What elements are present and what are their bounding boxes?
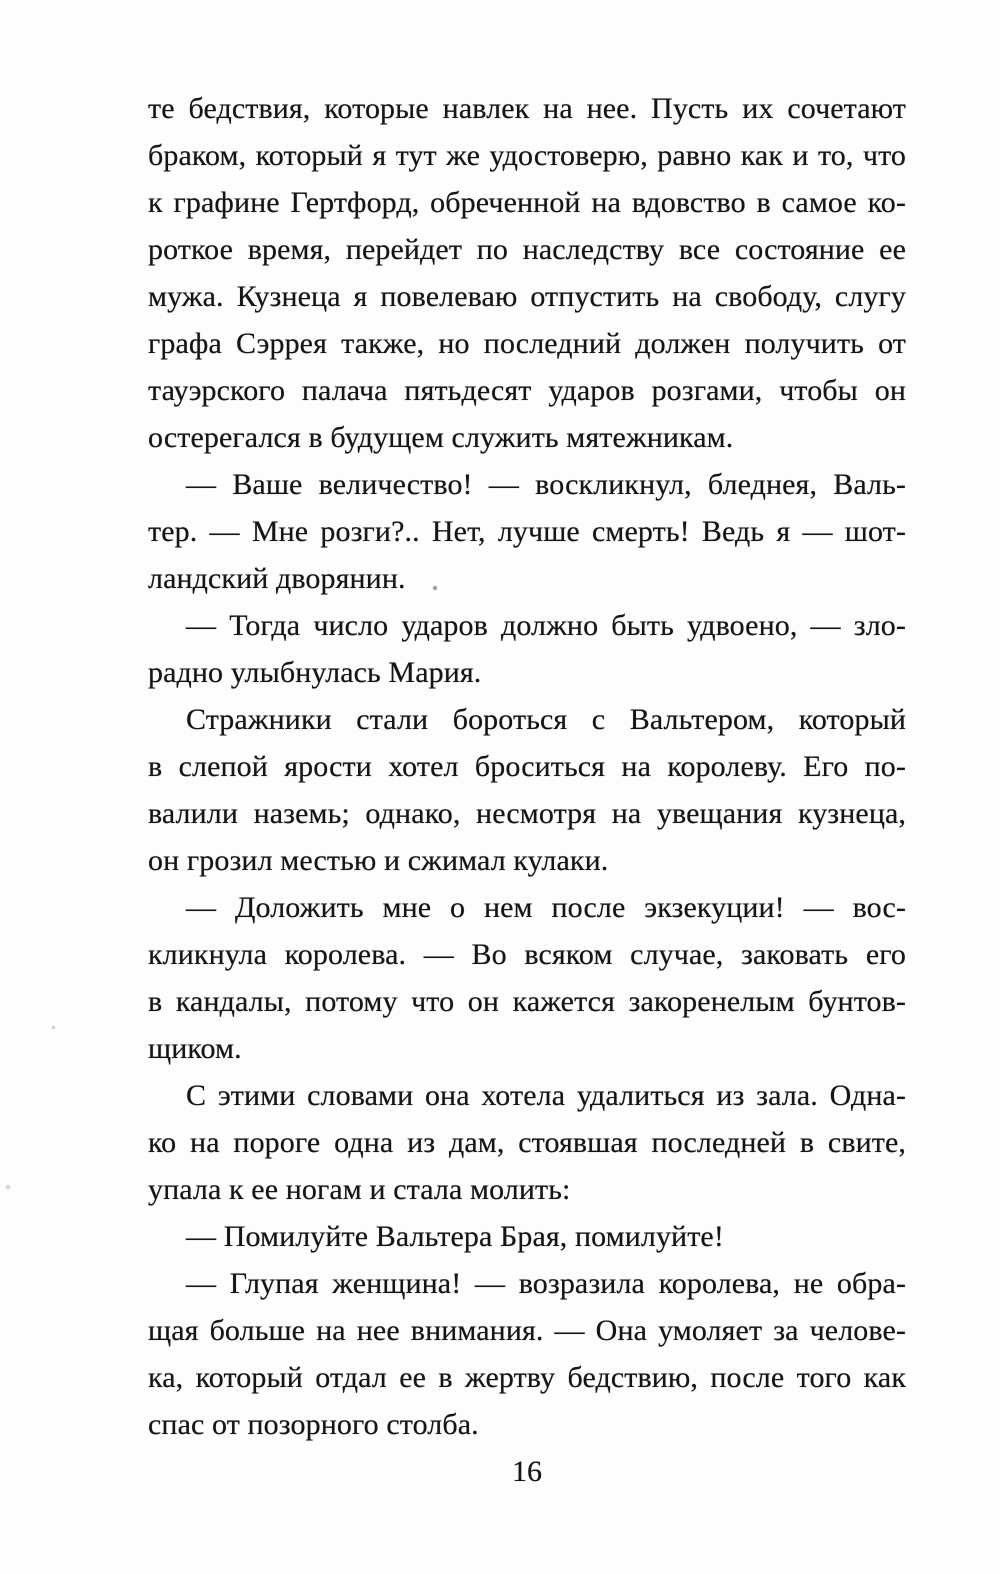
text-line: спас от позорного столба. [148, 1408, 479, 1441]
text-line: к графине Гертфорд, обреченной на вдовство в самое ко- [148, 186, 906, 219]
text-line: С этими словами она хотела удалиться из зала. Одна- [186, 1079, 906, 1112]
text-line: тауэрского палача пятьдесят ударов розгами, чтобы он [148, 374, 906, 407]
text-line: те бедствия, которые навлек на нее. Пусть их сочетают [148, 92, 906, 125]
text-line: мужа. Кузнеца я повелеваю отпустить на свободу, слугу [148, 280, 906, 313]
text-line: браком, который я тут же удостоверю, равно как и то, что [148, 139, 906, 172]
text-line: — Помилуйте Вальтера Брая, помилуйте! [186, 1220, 724, 1253]
text-line: — Глупая женщина! — возразила королева, не обра- [186, 1267, 906, 1300]
text-line: в кандалы, потому что он кажется закоренелым бунтов- [148, 985, 906, 1018]
text-line: тер. — Мне розги?.. Нет, лучше смерть! Ведь я — шот- [148, 515, 906, 548]
text-line: щиком. [148, 1032, 242, 1065]
text-line: — Тогда число ударов должно быть удвоено, — зло- [186, 609, 906, 642]
text-line: кликнула королева. — Во всяком случае, заковать его [148, 938, 906, 971]
text-line: — Доложить мне о нем после экзекуции! — вос- [186, 891, 906, 924]
text-block [148, 85, 906, 1448]
text-line: остерегался в будущем служить мятежникам. [148, 421, 734, 454]
page-number: 16 [512, 1455, 542, 1488]
text-line: графа Сэррея также, но последний должен получить от [148, 327, 906, 360]
text-line: упала к ее ногам и стала молить: [148, 1173, 571, 1206]
text-line: щая больше на нее внимания. — Она умоляет за челове- [148, 1314, 906, 1347]
text-line: Стражники стали бороться с Вальтером, который [186, 703, 906, 736]
scan-speck [52, 1026, 55, 1029]
text-line: в слепой ярости хотел броситься на королеву. Его по- [148, 750, 906, 783]
text-line: ка, который отдал ее в жертву бедствию, после того как [148, 1361, 906, 1394]
text-line: валили наземь; однако, несмотря на увещания кузнеца, [148, 797, 906, 830]
scan-speck [433, 586, 437, 590]
scan-speck [6, 1185, 10, 1189]
text-line: ко на пороге одна из дам, стоявшая последней в свите, [148, 1126, 906, 1159]
text-line: роткое время, перейдет по наследству все состояние ее [148, 233, 906, 266]
text-line: ландский дворянин. [148, 562, 406, 595]
text-line: он грозил местью и сжимал кулаки. [148, 844, 609, 877]
text-line: — Ваше величество! — воскликнул, бледнея, Валь- [186, 468, 906, 501]
text-line: радно улыбнулась Мария. [148, 656, 482, 689]
